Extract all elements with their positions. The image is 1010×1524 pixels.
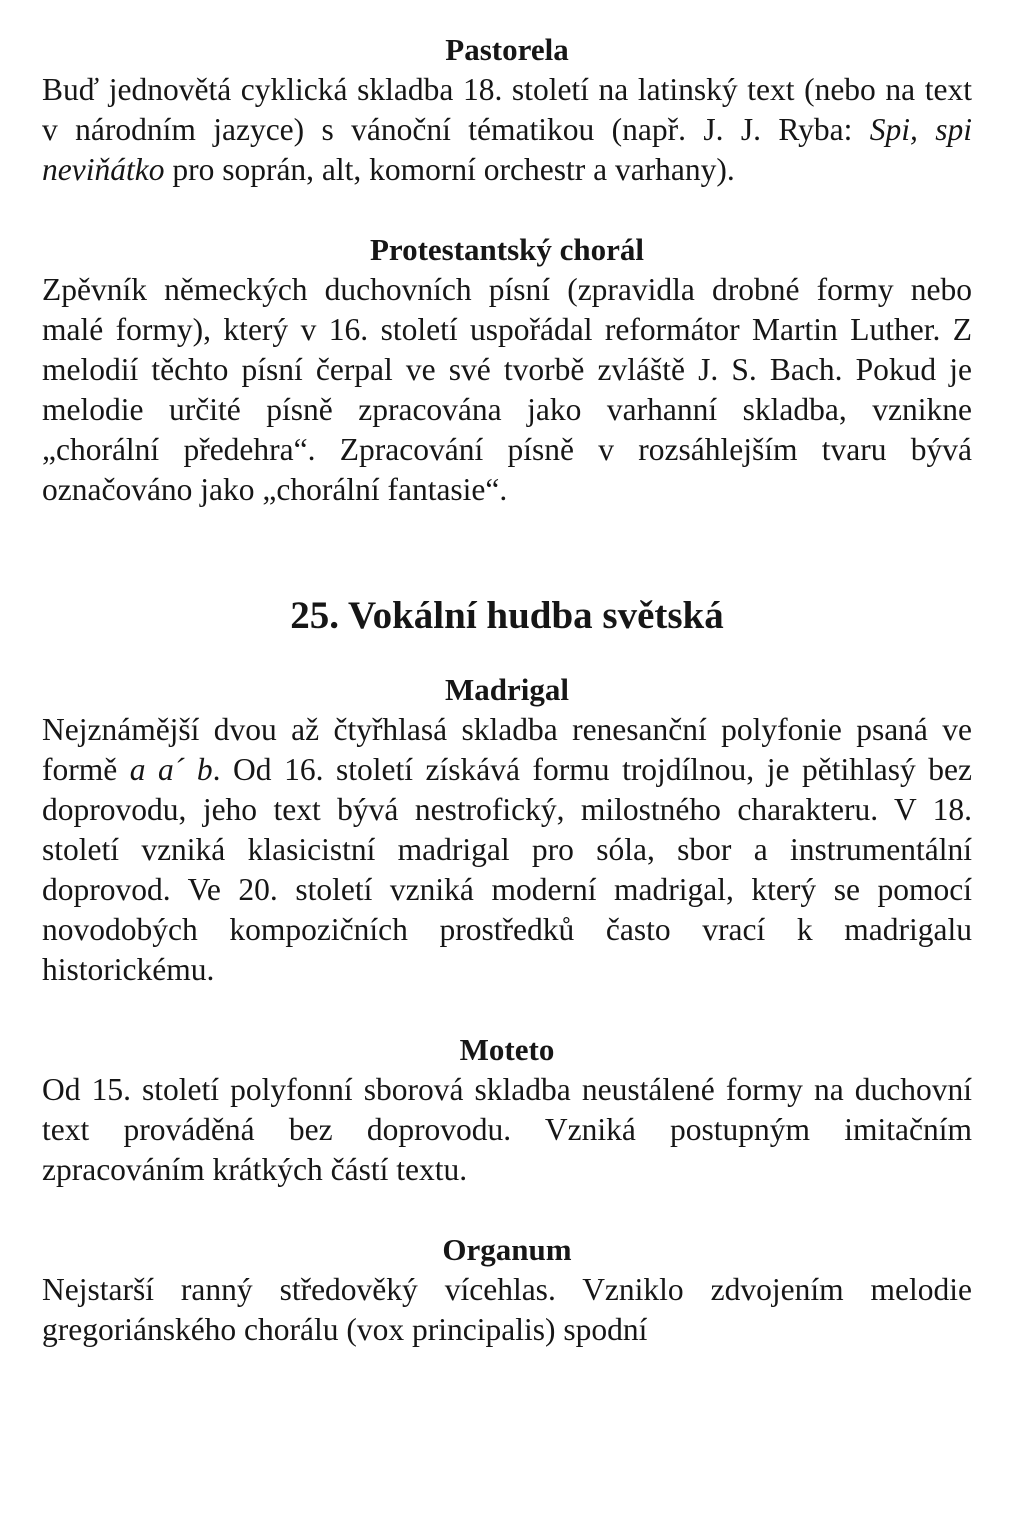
spacer [42,990,972,1030]
section-text [42,710,972,990]
section-moteto [42,1030,972,1190]
section-heading: Protestantský chorál [369,232,645,267]
section-text: Od 15. století polyfonní sborová skladba neustálené formy na duchovní text prováděná bez doprovodu. Vzniká postupným imitačním zpracováním krátkých částí textu. [42,1072,972,1187]
section-protestant-choral [42,230,972,510]
text-run: pro soprán, alt, komorní orchestr a varhany). [164,152,735,187]
spacer [42,510,972,592]
page [42,30,972,1350]
section-organum [42,1230,972,1350]
section-text: Zpěvník německých duchovních písní (zpravidla drobné formy nebo malé formy), který v 16. století uspořádal reformátor Martin Luther. Z melodií těchto písní čerpal ve své tvorbě zvláště J. S. Bach. Pokud je melodie určité písně zpracována jako varhanní skladba, vznikne „chorální předehra“. Zpracování písně v rozsáhlejším tvaru bývá označováno jako „chorální fantasie“. [42,272,972,507]
text-run: Nejznámější dvou až čtyřhlasá skladba renesanční polyfonie psaná ve formě [42,712,972,787]
spacer [42,640,972,670]
italic-form: a a´ b [129,752,213,787]
section-text: Nejstarší ranný středověký vícehlas. Vzniklo zdvojením melodie gregoriánského chorálu (vox principalis) spodní [42,1272,972,1347]
spacer [42,1190,972,1230]
section-madrigal [42,670,972,990]
section-heading: Organum [442,1232,572,1267]
spacer [42,190,972,230]
text-run: Buď jednovětá cyklická skladba 18. století na latinský text (nebo na text v národním jazyce) s vánoční tématikou (např. J. J. Ryba: [42,72,972,147]
section-text [42,70,972,190]
section-pastorela [42,30,972,190]
section-heading: Pastorela [445,32,569,67]
chapter-title: 25. Vokální hudba světská [290,594,724,637]
italic-title: Spi, spi neviňátko [42,112,973,187]
text-run: . Od 16. století získává formu trojdílnou, je pětihlasý bez doprovodu, jeho text bývá nestrofický, milostného charakteru. V 18. století vzniká klasicistní madrigal pro sóla, sbor a instrumentální doprovod. Ve 20. století vzniká moderní madrigal, který se pomocí novodobých kompozičních prostředků často vrací k madrigalu historickému. [42,752,972,987]
section-heading: Moteto [459,1032,555,1067]
section-heading: Madrigal [445,672,569,707]
